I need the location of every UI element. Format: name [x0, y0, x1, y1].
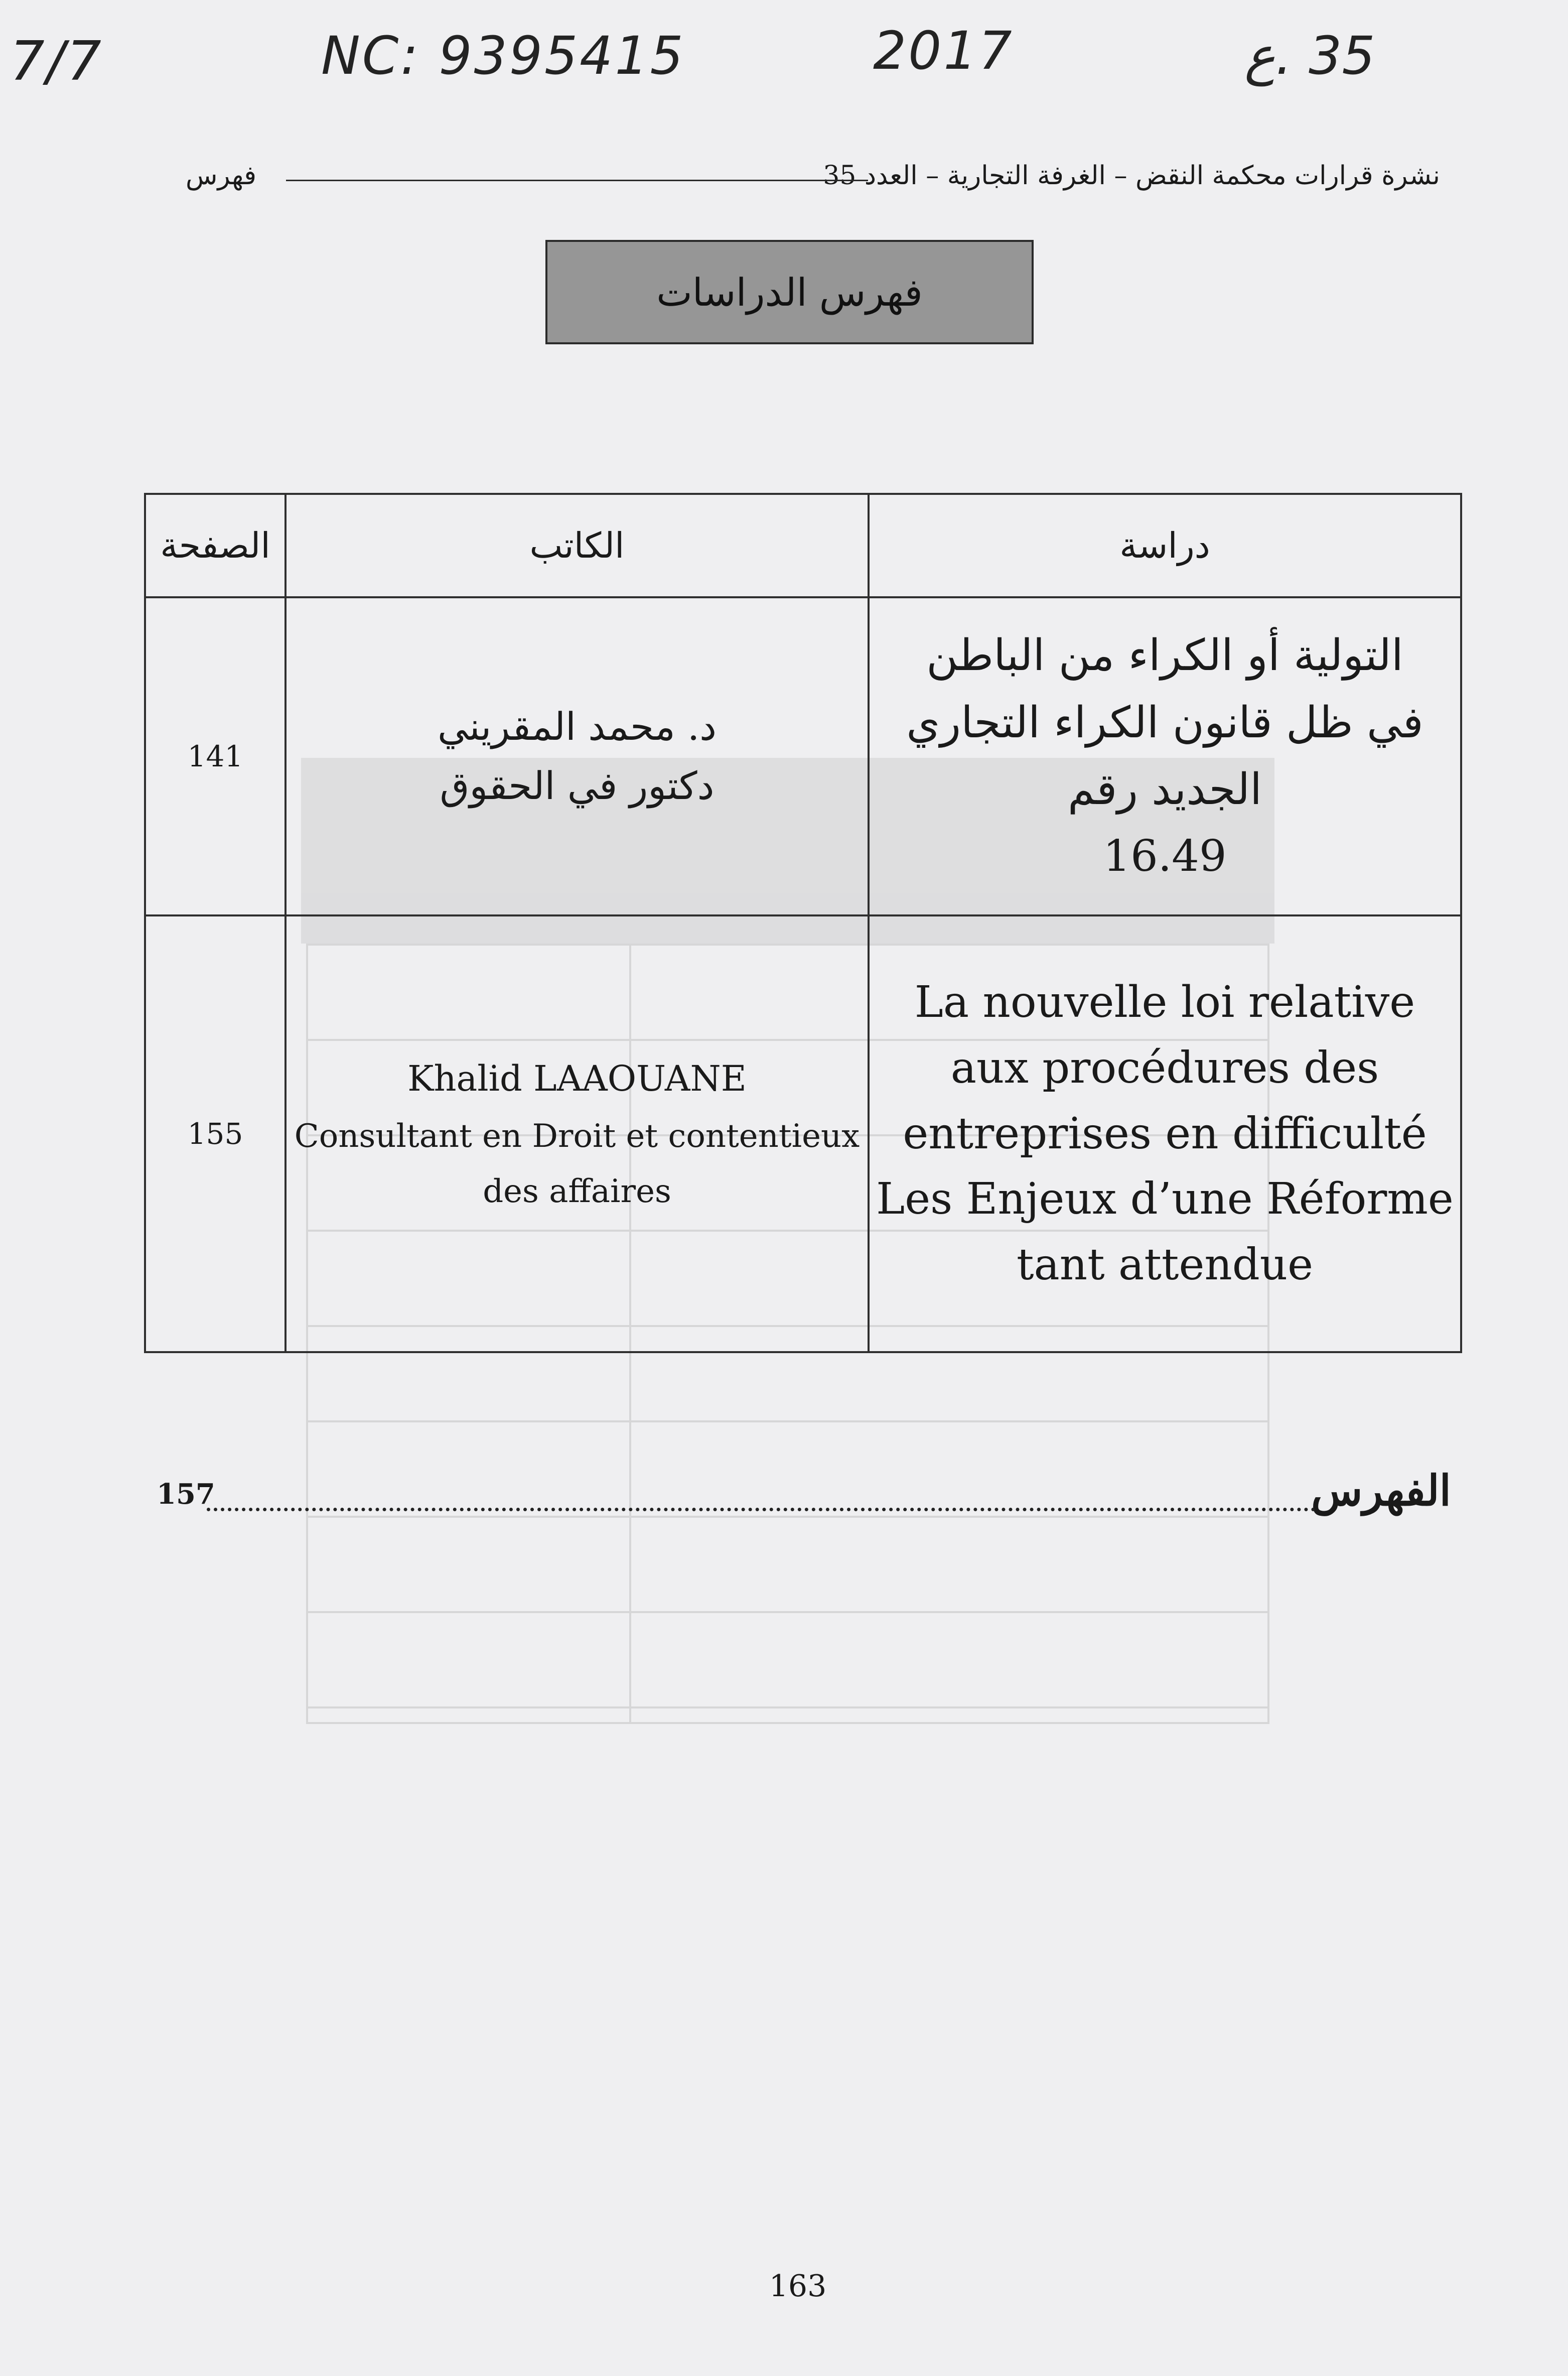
page-number: 163 [769, 2269, 827, 2304]
handwritten-page-count: 7/7 [10, 30, 103, 93]
header-page: الصفحة [145, 494, 286, 597]
row-study [869, 915, 1461, 1352]
index-page: 157 [157, 1478, 215, 1511]
handwritten-issue: 35 .ع [1244, 25, 1375, 86]
running-head-rule [286, 180, 868, 181]
running-head-section: فهرس [186, 161, 256, 191]
studies-table [144, 493, 1462, 1353]
row-author [286, 915, 869, 1352]
table-row [145, 597, 1461, 915]
row-page: 155 [145, 915, 286, 1352]
index-entry [157, 1466, 1451, 1521]
row-study [869, 597, 1461, 915]
study-number: 16.49 [1103, 831, 1227, 882]
author-role: دكتور في الحقوق [440, 763, 715, 808]
author-role: Consultant en Droit et contentieux des affaires [294, 1118, 860, 1211]
running-head [186, 151, 1440, 206]
author-name: د. محمد المقريني [438, 704, 717, 749]
header-study: دراسة [869, 494, 1461, 597]
table-header-row [145, 494, 1461, 597]
table-row [145, 915, 1461, 1352]
handwritten-reference: NC: 9395415 [321, 25, 685, 86]
author-name: Khalid LAAOUANE [407, 1058, 747, 1099]
leader-dots [207, 1508, 1316, 1511]
page-title [545, 240, 1034, 344]
handwritten-year: 2017 [873, 20, 1014, 81]
header-author: الكاتب [286, 494, 869, 597]
page-title-text: فهرس الدراسات [656, 270, 923, 315]
index-label: الفهرس [1311, 1466, 1451, 1515]
study-title: التولية أو الكراء من الباطن في ظل قانون الكراء التجاري الجديد رقم [906, 630, 1423, 815]
row-author [286, 597, 869, 915]
row-page: 141 [145, 597, 286, 915]
study-title: La nouvelle loi relative aux procédures des entreprises en difficulté [903, 977, 1427, 1159]
running-head-title: نشرة قرارات محكمة النقض – الغرفة التجارية – العدد 35 [823, 161, 1440, 191]
study-subtitle: Les Enjeux d’une Réforme tant attendue [876, 1174, 1454, 1290]
